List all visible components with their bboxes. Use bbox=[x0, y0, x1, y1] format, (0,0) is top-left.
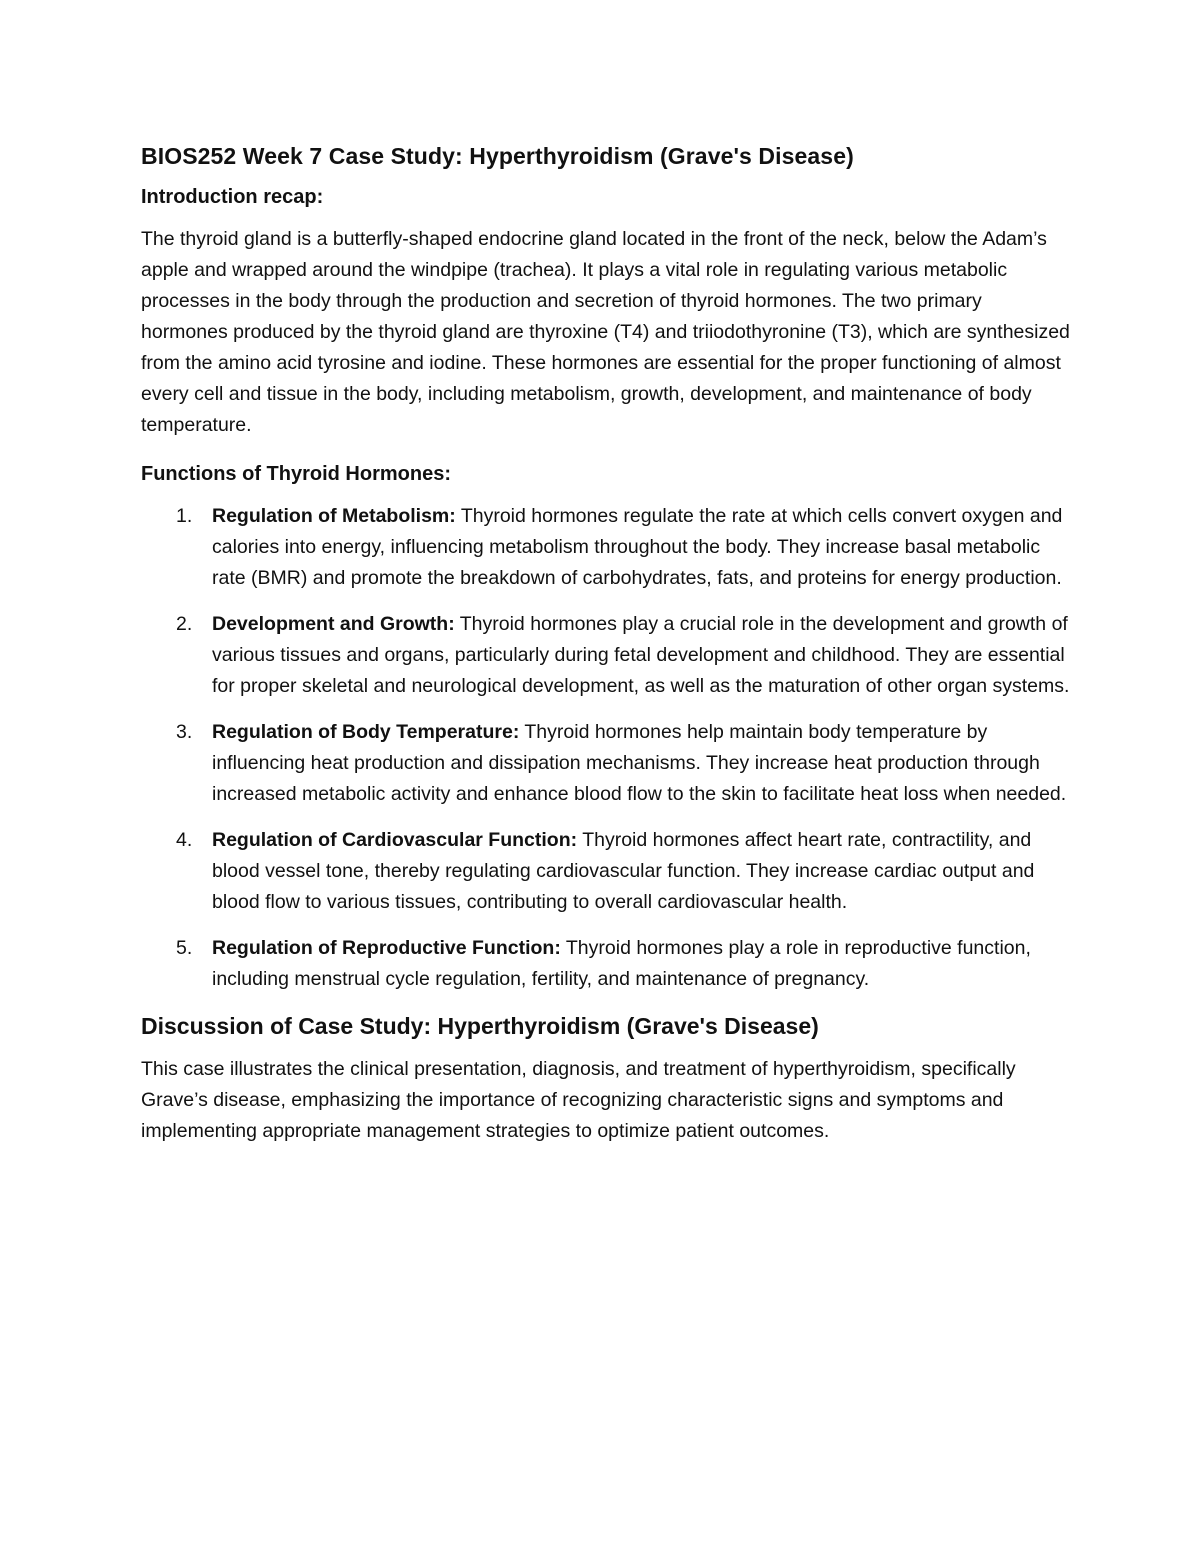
list-item-term: Regulation of Metabolism: bbox=[212, 505, 456, 527]
list-item-text: Thyroid hormones play a crucial role in the development and growth of various tissues and organs, particularly during fetal development and childhood. They are essential for proper skeletal and neurological development, as well as the maturation of other organ systems. bbox=[212, 613, 1070, 697]
list-item bbox=[141, 825, 1071, 918]
list-item bbox=[141, 717, 1071, 810]
list-item-term: Regulation of Reproductive Function: bbox=[212, 937, 561, 959]
list-item-number: 5. bbox=[176, 937, 193, 959]
intro-label: Introduction recap: bbox=[141, 186, 324, 208]
list-item-text: Thyroid hormones regulate the rate at which cells convert oxygen and calories into energy, influencing metabolism throughout the body. They increase basal metabolic rate (BMR) and promote the breakdown of carbohydrates, fats, and proteins for energy production. bbox=[212, 505, 1063, 589]
list-item bbox=[141, 501, 1071, 594]
list-item bbox=[141, 933, 1071, 995]
functions-list bbox=[141, 501, 1071, 995]
document-title: BIOS252 Week 7 Case Study: Hyperthyroidism (Grave's Disease) bbox=[141, 143, 854, 169]
list-item-number: 1. bbox=[176, 505, 193, 527]
document-page bbox=[141, 140, 1071, 1165]
list-item bbox=[141, 609, 1071, 702]
discussion-paragraph: This case illustrates the clinical presentation, diagnosis, and treatment of hyperthyroidism, specifically Grave’s disease, emphasizing the importance of recognizing characteristic signs and symptoms and implementing appropriate management strategies to optimize patient outcomes. bbox=[141, 1058, 1016, 1142]
list-item-term: Regulation of Cardiovascular Function: bbox=[212, 829, 578, 851]
list-item-text: Thyroid hormones play a role in reproductive function, including menstrual cycle regulation, fertility, and maintenance of pregnancy. bbox=[212, 937, 1031, 990]
list-item-term: Regulation of Body Temperature: bbox=[212, 721, 520, 743]
list-item-term: Development and Growth: bbox=[212, 613, 455, 635]
list-item-number: 4. bbox=[176, 829, 193, 851]
intro-paragraph: The thyroid gland is a butterfly-shaped endocrine gland located in the front of the neck, below the Adam’s apple and wrapped around the windpipe (trachea). It plays a vital role in regulating various metabolic processes in the body through the production and secretion of thyroid hormones. The two primary hormones produced by the thyroid gland are thyroxine (T4) and triiodothyronine (T3), which are synthesized from the amino acid tyrosine and iodine. These hormones are essential for the proper functioning of almost every cell and tissue in the body, including metabolism, growth, development, and maintenance of body temperature. bbox=[141, 228, 1070, 436]
discussion-heading: Discussion of Case Study: Hyperthyroidism (Grave's Disease) bbox=[141, 1013, 819, 1039]
list-item-text: Thyroid hormones help maintain body temperature by influencing heat production and dissipation mechanisms. They increase heat production through increased metabolic activity and enhance blood flow to the skin to facilitate heat loss when needed. bbox=[212, 721, 1067, 805]
list-item-number: 2. bbox=[176, 613, 193, 635]
list-item-text: Thyroid hormones affect heart rate, contractility, and blood vessel tone, thereby regulating cardiovascular function. They increase cardiac output and blood flow to various tissues, contributing to overall cardiovascular health. bbox=[212, 829, 1035, 913]
functions-label: Functions of Thyroid Hormones: bbox=[141, 463, 451, 485]
list-item-number: 3. bbox=[176, 721, 193, 743]
